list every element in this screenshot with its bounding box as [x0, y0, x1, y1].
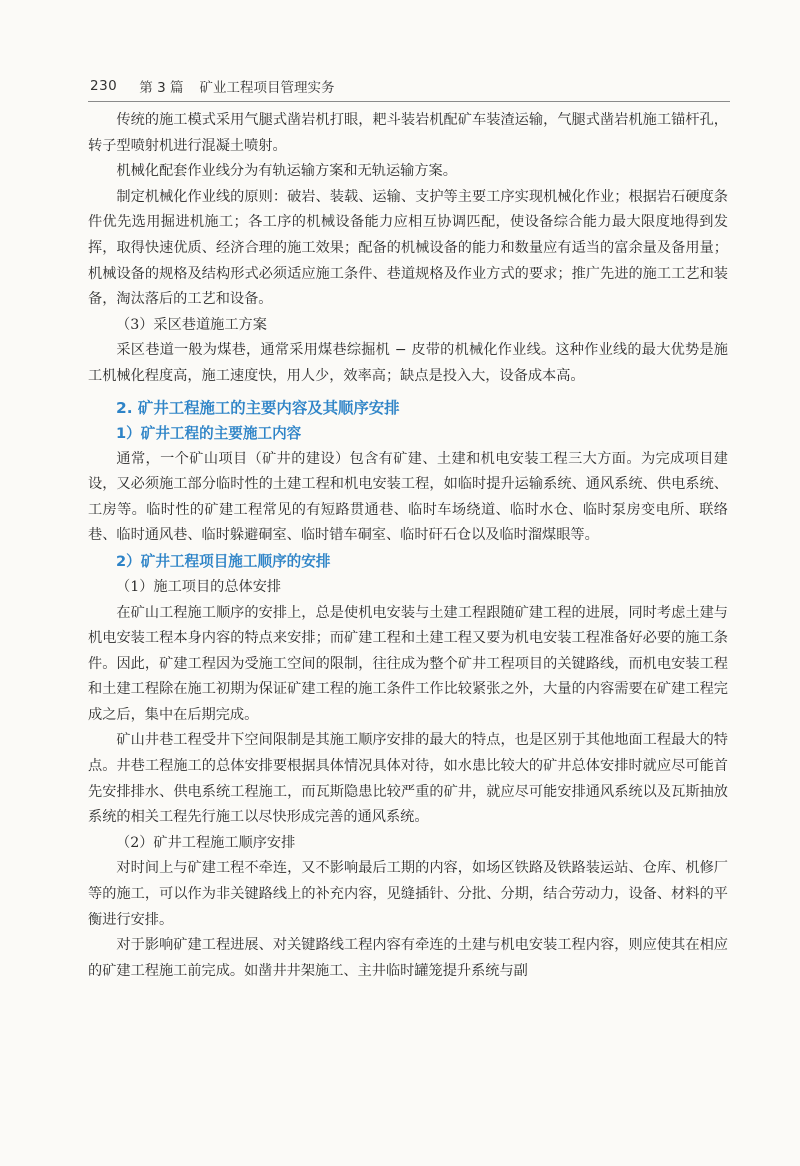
paragraph: 制定机械化作业线的原则：破岩、装载、运输、支护等主要工序实现机械化作业；根据岩石硬度条件优先选用掘进机施工；各工序的机械设备能力应相互协调匹配，使设备综合能力最大限度地得到发挥，取得快速优质、经济合理的施工效果；配备的机械设备的能力和数量应有适当的富余量及备用量；机械设备的规格及结构形式必须适应施工条件、巷道规格及作业方式的要求；推广先进的施工工艺和装备，淘汰落后的工艺和设备。 — [88, 188, 728, 308]
paragraph: 采区巷道一般为煤巷，通常采用煤巷综掘机 − 皮带的机械化作业线。这种作业线的最大优势是施工机械化程度高，施工速度快，用人少，效率高；缺点是投入大，设备成本高。 — [88, 342, 728, 384]
subheading: （1）施工项目的总体安排 — [116, 578, 282, 595]
paragraph: 矿山井巷工程受井下空间限制是其施工顺序安排的最大的特点，也是区别于其他地面工程最大的特点。井巷工程施工的总体安排要根据具体情况具体对待，如水患比较大的矿井总体安排时就应尽可能首先安排排水、供电系统工程施工，而瓦斯隐患比较严重的矿井，就应尽可能安排通风系统以及瓦斯抽放系统的相关工程先行施工以尽快形成完善的通风系统。 — [88, 732, 728, 826]
paragraph: 传统的施工模式采用气腿式凿岩机打眼，耙斗装岩机配矿车装渣运输，气腿式凿岩机施工锚杆孔，转子型喷射机进行混凝土喷射。 — [88, 112, 728, 154]
section-heading: 2. 矿井工程施工的主要内容及其顺序安排 — [116, 398, 400, 417]
paragraph: 对于影响矿建工程进展、对关键路线工程内容有牵连的土建与机电安装工程内容，则应使其在相应的矿建工程施工前完成。如凿井井架施工、主井临时罐笼提升系统与副 — [88, 937, 728, 979]
paragraph: 对时间上与矿建工程不牵连，又不影响最后工期的内容，如场区铁路及铁路装运站、仓库、机修厂等的施工，可以作为非关键路线上的补充内容，见缝插针、分批、分期，结合劳动力，设备、材料的平衡进行安排。 — [88, 860, 728, 928]
part-label: 第 3 篇 — [139, 80, 184, 96]
header-rule — [88, 101, 730, 102]
page-body — [88, 108, 728, 984]
paragraph: 在矿山工程施工顺序的安排上，总是使机电安装与土建工程跟随矿建工程的进展，同时考虑土建与机电安装工程本身内容的特点来安排；而矿建工程和土建工程又要为机电安装工程准备好必要的施工条件。因此，矿建工程因为受施工空间的限制，往往成为整个矿井工程项目的关键路线，而机电安装工程和土建工程除在施工初期为保证矿建工程的施工条件工作比较紧张之外，大量的内容需要在矿建工程完成之后，集中在后期完成。 — [88, 604, 728, 723]
book-section-title: 矿业工程项目管理实务 — [199, 80, 335, 96]
running-header — [90, 74, 730, 98]
subsection-heading: 2）矿井工程项目施工顺序的安排 — [116, 552, 331, 570]
page-number: 230 — [90, 78, 118, 94]
paragraph: 机械化配套作业线分为有轨运输方案和无轨运输方案。 — [116, 163, 457, 180]
subsection-heading: 1）矿井工程的主要施工内容 — [116, 424, 302, 442]
subheading: （2）矿井工程施工顺序安排 — [116, 834, 296, 851]
subheading: （3）采区巷道施工方案 — [116, 316, 267, 333]
paragraph: 通常，一个矿山项目（矿井的建设）包含有矿建、土建和机电安装工程三大方面。为完成项目建设，又必须施工部分临时性的土建工程和机电安装工程，如临时提升运输系统、通风系统、供电系统、工房等。临时性的矿建工程常见的有短路贯通巷、临时车场绕道、临时水仓、临时泵房变电所、联络巷、临时通风巷、临时躲避硐室、临时错车硐室、临时矸石仓以及临时溜煤眼等。 — [88, 450, 728, 544]
